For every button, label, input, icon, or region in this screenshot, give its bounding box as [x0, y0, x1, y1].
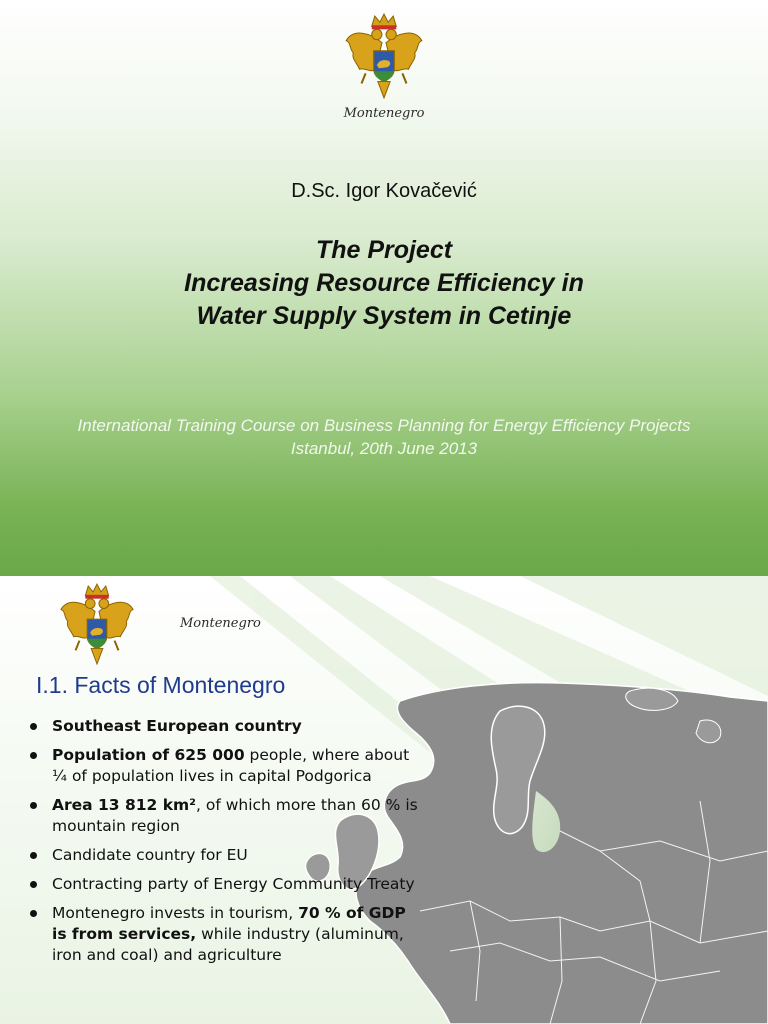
author-name: D.Sc. Igor Kovačević: [291, 180, 477, 202]
fact-text: Contracting party of Energy Community Treaty: [52, 875, 415, 893]
event-line: Istanbul, 20th June 2013: [290, 439, 478, 458]
fact-text: while industry (aluminum, iron and coal) and agriculture: [52, 925, 404, 964]
list-item: [28, 845, 418, 866]
title-line: Water Supply System in Cetinje: [196, 302, 572, 330]
montenegro-coat-of-arms-icon: [58, 582, 136, 670]
facts-list: [28, 716, 418, 974]
list-item: [28, 745, 418, 787]
fact-emphasis: Southeast European country: [52, 717, 302, 735]
facts-slide: [0, 576, 768, 1024]
fact-text: people, where about ¼ of population lives in capital Podgorica: [52, 746, 410, 785]
fact-emphasis: Area 13 812 km²: [52, 796, 196, 814]
fact-text: Candidate country for EU: [52, 846, 248, 864]
list-item: [28, 874, 418, 895]
event-info: [0, 414, 768, 460]
country-label: Montenegro: [180, 616, 261, 631]
fact-emphasis: 70 % of GDP is from services,: [52, 904, 406, 943]
event-line: International Training Course on Business Planning for Energy Efficiency Projects: [77, 416, 691, 435]
title-line: Increasing Resource Efficiency in: [184, 269, 584, 297]
title-line: The Project: [315, 236, 453, 264]
fact-emphasis: Population of 625 000: [52, 746, 245, 764]
country-label: Montenegro: [343, 106, 425, 121]
fact-text: Montenegro invests in tourism,: [52, 904, 299, 922]
project-title: [0, 234, 768, 333]
fact-text: , of which more than 60 % is mountain region: [52, 796, 418, 835]
list-item: [28, 716, 418, 737]
list-item: [28, 903, 418, 966]
list-item: [28, 795, 418, 837]
montenegro-coat-of-arms-icon: [343, 12, 425, 104]
slide-heading: I.1. Facts of Montenegro: [36, 672, 286, 698]
